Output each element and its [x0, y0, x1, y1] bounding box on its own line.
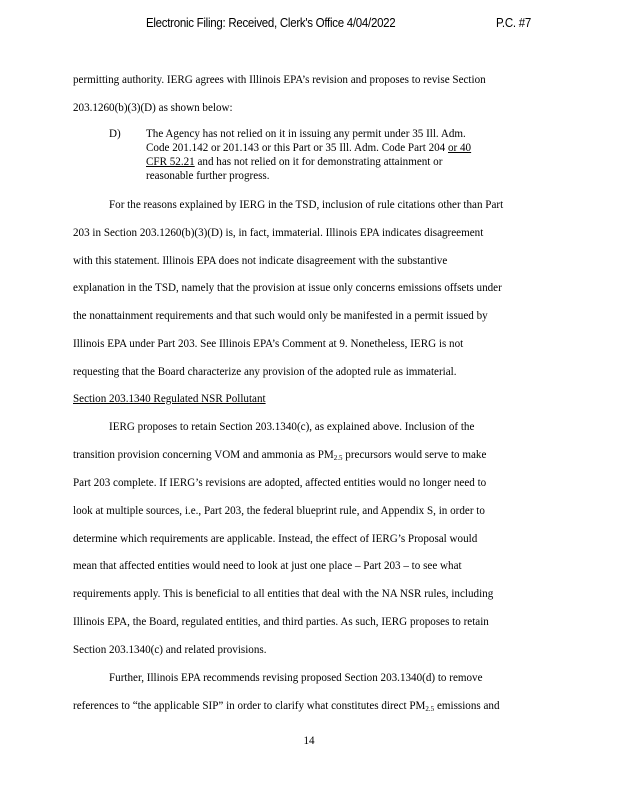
quote-line-4: reasonable further progress.	[146, 170, 270, 182]
pm-subscript: 2.5	[333, 454, 343, 462]
para2-line: determine which requirements are applicable. Instead, the effect of IERG’s Proposal would	[73, 533, 478, 545]
public-comment-number: P.C. #7	[496, 16, 531, 30]
para2-text: precursors would serve to make	[342, 449, 487, 461]
section-heading: Section 203.1340 Regulated NSR Pollutant	[73, 393, 266, 405]
para1-line: 203 in Section 203.1260(b)(3)(D) is, in fact, immaterial. Illinois EPA indicates disagreement	[73, 227, 484, 239]
para1-line: the nonattainment requirements and that such would only be manifested in a permit issued by	[73, 310, 488, 322]
para2-line: Part 203 complete. If IERG’s revisions are adopted, affected entities would no longer need to	[73, 477, 487, 489]
para1-line: with this statement. Illinois EPA does not indicate disagreement with the substantive	[73, 255, 448, 267]
quote-line-3	[146, 157, 442, 168]
para1-line: explanation in the TSD, namely that the provision at issue only concerns emissions offsets under	[73, 282, 502, 294]
para2-text: transition provision concerning VOM and ammonia as PM	[73, 449, 334, 461]
filing-stamp: Electronic Filing: Received, Clerk's Office 4/04/2022	[146, 16, 396, 30]
intro-line-2: 203.1260(b)(3)(D) as shown below:	[73, 102, 233, 114]
intro-line-1: permitting authority. IERG agrees with Illinois EPA’s revision and proposes to revise Section	[73, 74, 486, 86]
para2-line: look at multiple sources, i.e., Part 203, the federal blueprint rule, and Appendix S, in order to	[73, 505, 485, 517]
para2-line: IERG proposes to retain Section 203.1340(c), as explained above. Inclusion of the	[109, 421, 475, 433]
para1-line: For the reasons explained by IERG in the TSD, inclusion of rule citations other than Part	[109, 199, 504, 211]
para2-line	[73, 450, 486, 462]
quote-line-3-text: and has not relied on it for demonstrating attainment or	[197, 156, 443, 168]
quote-line-2-text: Code 201.142 or 201.143 or this Part or 35 Ill. Adm. Code Part 204	[146, 142, 446, 154]
quote-insertion-1: or 40	[448, 142, 472, 154]
para3-text: emissions and	[434, 700, 500, 712]
pm-subscript: 2.5	[425, 705, 435, 713]
para2-line: Illinois EPA, the Board, regulated entities, and third parties. As such, IERG proposes to retain	[73, 616, 489, 628]
quote-letter: D)	[109, 128, 121, 140]
para2-line: mean that affected entities would need to look at just one place – Part 203 – to see what	[73, 560, 462, 572]
para2-line: Section 203.1340(c) and related provisions.	[73, 644, 267, 656]
para3-text: references to “the applicable SIP” in order to clarify what constitutes direct PM	[73, 700, 426, 712]
quote-insertion-2: CFR 52.21	[146, 156, 195, 168]
para3-line	[73, 701, 500, 713]
para1-line: Illinois EPA under Part 203. See Illinois EPA’s Comment at 9. Nonetheless, IERG is not	[73, 338, 464, 350]
para2-line: requirements apply. This is beneficial to all entities that deal with the NA NSR rules, including	[73, 588, 494, 600]
quote-line-2	[146, 143, 471, 154]
quote-line-1: The Agency has not relied on it in issuing any permit under 35 Ill. Adm.	[146, 128, 466, 140]
page-number: 14	[303, 735, 315, 747]
para3-line: Further, Illinois EPA recommends revising proposed Section 203.1340(d) to remove	[109, 672, 483, 684]
para1-line: requesting that the Board characterize any provision of the adopted rule as immaterial.	[73, 366, 457, 378]
